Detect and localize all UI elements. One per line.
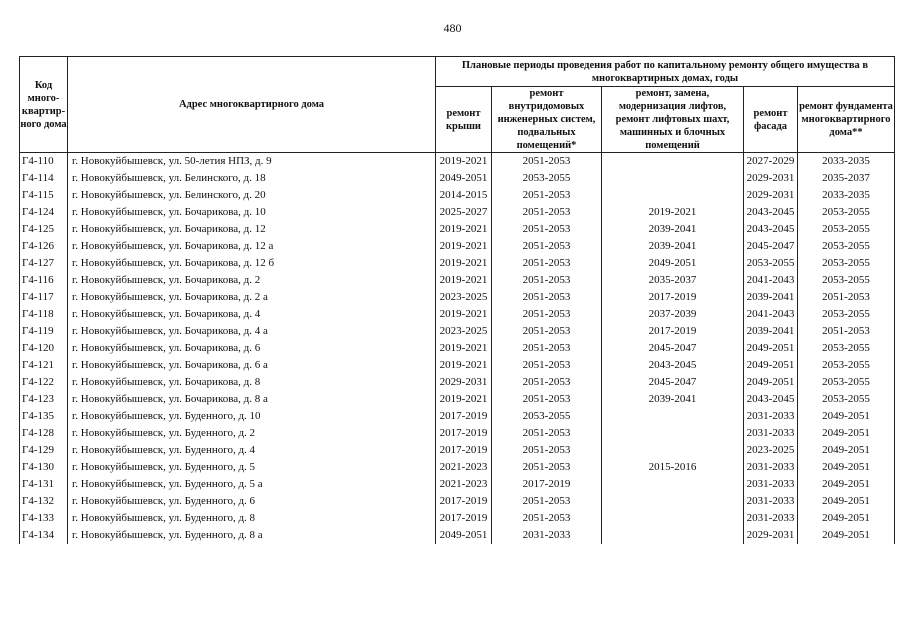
elevators-cell: 2035-2037 [602,272,744,289]
roof-cell: 2029-2031 [436,374,492,391]
code-cell: Г4-116 [20,272,68,289]
systems-cell: 2051-2053 [492,187,602,204]
systems-cell: 2051-2053 [492,221,602,238]
header-elevators: ремонт, замена, модернизация лифтов, ремонт лифтовых шахт, машинных и блочных помещений [602,87,744,153]
address-cell: г. Новокуйбышевск, ул. Бочарикова, д. 10 [68,204,436,221]
elevators-cell [602,510,744,527]
roof-cell: 2017-2019 [436,510,492,527]
foundation-cell: 2053-2055 [798,306,895,323]
address-cell: г. Новокуйбышевск, ул. Бочарикова, д. 6 [68,340,436,357]
facade-cell: 2039-2041 [744,289,798,306]
facade-cell: 2039-2041 [744,323,798,340]
elevators-cell: 2045-2047 [602,374,744,391]
systems-cell: 2051-2053 [492,510,602,527]
foundation-cell: 2053-2055 [798,272,895,289]
facade-cell: 2053-2055 [744,255,798,272]
table-row [20,221,895,238]
foundation-cell: 2053-2055 [798,221,895,238]
roof-cell: 2049-2051 [436,170,492,187]
facade-cell: 2043-2045 [744,391,798,408]
elevators-cell [602,527,744,544]
address-cell: г. Новокуйбышевск, ул. Белинского, д. 18 [68,170,436,187]
systems-cell: 2053-2055 [492,170,602,187]
systems-cell: 2051-2053 [492,323,602,340]
header-code: Код много-квартир-ного дома [20,57,68,153]
table-row [20,476,895,493]
address-cell: г. Новокуйбышевск, ул. Бочарикова, д. 2 а [68,289,436,306]
foundation-cell: 2053-2055 [798,357,895,374]
roof-cell: 2019-2021 [436,255,492,272]
elevators-cell: 2017-2019 [602,323,744,340]
facade-cell: 2031-2033 [744,493,798,510]
foundation-cell: 2049-2051 [798,527,895,544]
code-cell: Г4-121 [20,357,68,374]
address-cell: г. Новокуйбышевск, ул. Буденного, д. 8 а [68,527,436,544]
facade-cell: 2049-2051 [744,340,798,357]
facade-cell: 2031-2033 [744,476,798,493]
foundation-cell: 2033-2035 [798,153,895,171]
code-cell: Г4-130 [20,459,68,476]
roof-cell: 2025-2027 [436,204,492,221]
systems-cell: 2051-2053 [492,255,602,272]
elevators-cell: 2049-2051 [602,255,744,272]
code-cell: Г4-129 [20,442,68,459]
systems-cell: 2051-2053 [492,289,602,306]
roof-cell: 2023-2025 [436,323,492,340]
foundation-cell: 2053-2055 [798,255,895,272]
roof-cell: 2019-2021 [436,391,492,408]
foundation-cell: 2051-2053 [798,289,895,306]
systems-cell: 2051-2053 [492,425,602,442]
foundation-cell: 2053-2055 [798,238,895,255]
table-row [20,272,895,289]
address-cell: г. Новокуйбышевск, ул. Бочарикова, д. 4 а [68,323,436,340]
code-cell: Г4-122 [20,374,68,391]
facade-cell: 2029-2031 [744,527,798,544]
code-cell: Г4-133 [20,510,68,527]
roof-cell: 2014-2015 [436,187,492,204]
table-row [20,340,895,357]
code-cell: Г4-118 [20,306,68,323]
roof-cell: 2019-2021 [436,153,492,171]
elevators-cell [602,187,744,204]
foundation-cell: 2049-2051 [798,476,895,493]
code-cell: Г4-110 [20,153,68,171]
roof-cell: 2023-2025 [436,289,492,306]
systems-cell: 2051-2053 [492,391,602,408]
table-row [20,459,895,476]
roof-cell: 2019-2021 [436,357,492,374]
code-cell: Г4-134 [20,527,68,544]
table-row [20,442,895,459]
foundation-cell: 2049-2051 [798,442,895,459]
header-systems: ремонт внутридомовых инженерных систем, подвальных помещений* [492,87,602,153]
systems-cell: 2051-2053 [492,306,602,323]
table-row [20,374,895,391]
facade-cell: 2023-2025 [744,442,798,459]
foundation-cell: 2053-2055 [798,391,895,408]
address-cell: г. Новокуйбышевск, ул. Бочарикова, д. 8 [68,374,436,391]
table-row [20,187,895,204]
roof-cell: 2021-2023 [436,459,492,476]
table-row [20,255,895,272]
address-cell: г. Новокуйбышевск, ул. Бочарикова, д. 2 [68,272,436,289]
code-cell: Г4-127 [20,255,68,272]
table-row [20,425,895,442]
code-cell: Г4-128 [20,425,68,442]
elevators-cell [602,476,744,493]
roof-cell: 2049-2051 [436,527,492,544]
address-cell: г. Новокуйбышевск, ул. Буденного, д. 2 [68,425,436,442]
foundation-cell: 2053-2055 [798,204,895,221]
code-cell: Г4-124 [20,204,68,221]
facade-cell: 2031-2033 [744,408,798,425]
foundation-cell: 2053-2055 [798,340,895,357]
header-foundation: ремонт фундамента многоквартирного дома** [798,87,895,153]
code-cell: Г4-115 [20,187,68,204]
table-row [20,527,895,544]
roof-cell: 2017-2019 [436,493,492,510]
systems-cell: 2051-2053 [492,459,602,476]
roof-cell: 2019-2021 [436,238,492,255]
address-cell: г. Новокуйбышевск, ул. Буденного, д. 10 [68,408,436,425]
facade-cell: 2029-2031 [744,187,798,204]
systems-cell: 2051-2053 [492,272,602,289]
code-cell: Г4-131 [20,476,68,493]
elevators-cell: 2039-2041 [602,391,744,408]
capital-repair-table [19,56,895,544]
systems-cell: 2031-2033 [492,527,602,544]
code-cell: Г4-117 [20,289,68,306]
elevators-cell [602,493,744,510]
table-row [20,170,895,187]
code-cell: Г4-120 [20,340,68,357]
foundation-cell: 2053-2055 [798,374,895,391]
code-cell: Г4-119 [20,323,68,340]
foundation-cell: 2035-2037 [798,170,895,187]
foundation-cell: 2033-2035 [798,187,895,204]
facade-cell: 2043-2045 [744,204,798,221]
facade-cell: 2027-2029 [744,153,798,171]
code-cell: Г4-132 [20,493,68,510]
roof-cell: 2017-2019 [436,408,492,425]
header-facade: ремонт фасада [744,87,798,153]
systems-cell: 2051-2053 [492,153,602,171]
elevators-cell [602,442,744,459]
address-cell: г. Новокуйбышевск, ул. Бочарикова, д. 12 а [68,238,436,255]
foundation-cell: 2049-2051 [798,425,895,442]
address-cell: г. Новокуйбышевск, ул. Буденного, д. 8 [68,510,436,527]
systems-cell: 2051-2053 [492,493,602,510]
address-cell: г. Новокуйбышевск, ул. Белинского, д. 20 [68,187,436,204]
table-row [20,493,895,510]
address-cell: г. Новокуйбышевск, ул. Бочарикова, д. 12 [68,221,436,238]
table-row [20,238,895,255]
code-cell: Г4-123 [20,391,68,408]
facade-cell: 2045-2047 [744,238,798,255]
elevators-cell [602,153,744,171]
roof-cell: 2017-2019 [436,442,492,459]
systems-cell: 2051-2053 [492,340,602,357]
elevators-cell: 2043-2045 [602,357,744,374]
table-row [20,408,895,425]
code-cell: Г4-135 [20,408,68,425]
facade-cell: 2049-2051 [744,374,798,391]
roof-cell: 2019-2021 [436,221,492,238]
page-number: 480 [443,21,462,35]
facade-cell: 2031-2033 [744,510,798,527]
address-cell: г. Новокуйбышевск, ул. Буденного, д. 4 [68,442,436,459]
facade-cell: 2031-2033 [744,425,798,442]
roof-cell: 2019-2021 [436,306,492,323]
systems-cell: 2051-2053 [492,442,602,459]
header-address: Адрес многоквартирного дома [68,57,436,153]
table-row [20,153,895,171]
facade-cell: 2041-2043 [744,306,798,323]
facade-cell: 2043-2045 [744,221,798,238]
systems-cell: 2051-2053 [492,374,602,391]
systems-cell: 2051-2053 [492,238,602,255]
foundation-cell: 2051-2053 [798,323,895,340]
code-cell: Г4-125 [20,221,68,238]
facade-cell: 2049-2051 [744,357,798,374]
elevators-cell [602,425,744,442]
elevators-cell: 2039-2041 [602,238,744,255]
table-row [20,391,895,408]
elevators-cell: 2019-2021 [602,204,744,221]
table-body [20,153,895,545]
foundation-cell: 2049-2051 [798,510,895,527]
table-row [20,204,895,221]
table-row [20,306,895,323]
systems-cell: 2051-2053 [492,204,602,221]
elevators-cell: 2017-2019 [602,289,744,306]
elevators-cell [602,170,744,187]
elevators-cell: 2039-2041 [602,221,744,238]
address-cell: г. Новокуйбышевск, ул. 50-летия НПЗ, д. 9 [68,153,436,171]
elevators-cell: 2045-2047 [602,340,744,357]
foundation-cell: 2049-2051 [798,459,895,476]
header-roof: ремонт крыши [436,87,492,153]
systems-cell: 2017-2019 [492,476,602,493]
facade-cell: 2041-2043 [744,272,798,289]
table-row [20,357,895,374]
address-cell: г. Новокуйбышевск, ул. Буденного, д. 5 [68,459,436,476]
table-row [20,510,895,527]
elevators-cell [602,408,744,425]
address-cell: г. Новокуйбышевск, ул. Буденного, д. 6 [68,493,436,510]
systems-cell: 2051-2053 [492,357,602,374]
roof-cell: 2021-2023 [436,476,492,493]
address-cell: г. Новокуйбышевск, ул. Бочарикова, д. 4 [68,306,436,323]
facade-cell: 2029-2031 [744,170,798,187]
roof-cell: 2017-2019 [436,425,492,442]
code-cell: Г4-114 [20,170,68,187]
systems-cell: 2053-2055 [492,408,602,425]
address-cell: г. Новокуйбышевск, ул. Бочарикова, д. 6 а [68,357,436,374]
header-periods: Плановые периоды проведения работ по капитальному ремонту общего имущества в многоквартирных домах, годы [436,57,895,87]
address-cell: г. Новокуйбышевск, ул. Бочарикова, д. 8 а [68,391,436,408]
elevators-cell: 2015-2016 [602,459,744,476]
address-cell: г. Новокуйбышевск, ул. Буденного, д. 5 а [68,476,436,493]
foundation-cell: 2049-2051 [798,408,895,425]
address-cell: г. Новокуйбышевск, ул. Бочарикова, д. 12 б [68,255,436,272]
facade-cell: 2031-2033 [744,459,798,476]
elevators-cell: 2037-2039 [602,306,744,323]
foundation-cell: 2049-2051 [798,493,895,510]
code-cell: Г4-126 [20,238,68,255]
table-row [20,323,895,340]
roof-cell: 2019-2021 [436,340,492,357]
table-row [20,289,895,306]
roof-cell: 2019-2021 [436,272,492,289]
